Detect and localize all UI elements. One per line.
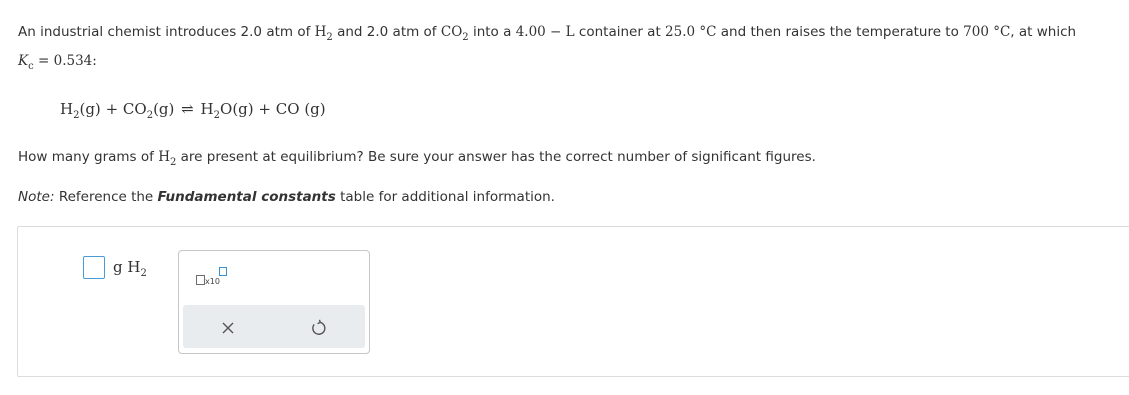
plus-sign: + bbox=[258, 100, 271, 118]
co2-formula: $CO_2$ bbox=[440, 24, 469, 43]
final-temperature: 700 °C bbox=[963, 24, 1011, 40]
chemical-equation bbox=[60, 100, 326, 121]
product-co: CO (g) bbox=[275, 100, 326, 118]
intro-text-1: An industrial chemist introduces 2.0 atm of bbox=[18, 24, 311, 40]
product-h2o: $H_2O(g)$ bbox=[200, 100, 254, 121]
initial-temperature: 25.0 °C bbox=[665, 24, 717, 40]
note-label: Note: bbox=[18, 189, 55, 205]
intro-text-6: , at which bbox=[1010, 24, 1077, 40]
undo-icon bbox=[308, 318, 328, 338]
answer-unit: g $H_2$ bbox=[113, 258, 147, 279]
intro-text-4: container at bbox=[578, 24, 661, 40]
close-icon bbox=[218, 318, 238, 338]
problem-intro-line-1 bbox=[18, 24, 1077, 43]
intro-text-5: and then raises the temperature to bbox=[720, 24, 959, 40]
intro-text-3: into a bbox=[472, 24, 512, 40]
scientific-notation-button[interactable] bbox=[194, 266, 230, 290]
volume-value: 4.00 − L bbox=[515, 24, 575, 40]
plus-sign: + bbox=[105, 100, 119, 118]
toolbox-action-bar bbox=[183, 305, 365, 348]
base-box-icon bbox=[196, 275, 205, 285]
fundamental-constants-link[interactable]: Fundamental constants bbox=[157, 189, 336, 205]
h2-formula: $H_2$ bbox=[314, 24, 333, 43]
equilibrium-constant: $K_c = 0.534$: bbox=[18, 53, 97, 72]
question-text: How many grams of $H_2$ are present at equilibrium? Be sure your answer has the correct number of significant figures. bbox=[18, 149, 816, 168]
undo-button[interactable] bbox=[308, 318, 328, 338]
intro-text-2: and 2.0 atm of bbox=[337, 24, 437, 40]
answer-input[interactable] bbox=[83, 256, 105, 279]
reactant-co2: $CO_2(g)$ bbox=[122, 100, 175, 121]
reactant-h2: $H_2(g)$ bbox=[60, 100, 101, 121]
exponent-box-icon bbox=[219, 267, 227, 276]
note-text: Note: Reference the Fundamental constants table for additional information. bbox=[18, 189, 555, 205]
equilibrium-arrow-icon: ⇌ bbox=[181, 100, 194, 118]
x10-label: x10 bbox=[205, 277, 220, 286]
clear-button[interactable] bbox=[218, 318, 238, 338]
h2-formula: $H_2$ bbox=[158, 149, 177, 168]
